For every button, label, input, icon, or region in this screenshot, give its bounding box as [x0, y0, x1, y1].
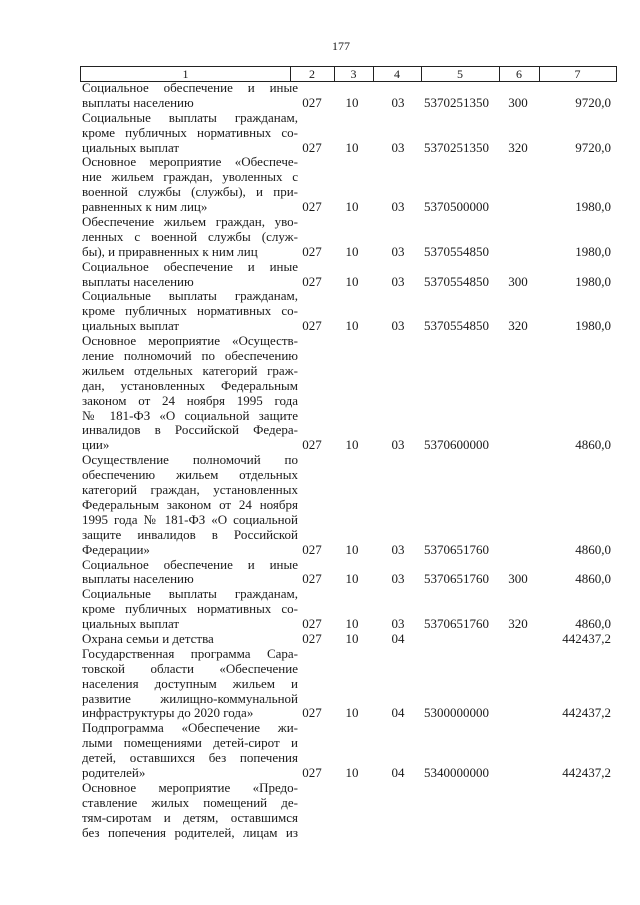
header-col-5: 5	[421, 67, 500, 81]
table-row	[0, 647, 640, 721]
cell-col-4: 03	[391, 616, 405, 632]
description-line: Охрана семьи и детства	[82, 631, 214, 646]
table-row	[0, 632, 640, 647]
cell-col-4: 04	[391, 630, 405, 646]
table-row	[0, 721, 640, 781]
row-description	[82, 289, 298, 334]
description-line: Социальные выплаты гражданам,	[82, 289, 298, 304]
row-description	[82, 721, 298, 781]
cell-col-2: 027	[302, 705, 322, 721]
description-line: бы), и приравненных к ним лиц	[82, 244, 258, 259]
description-line: Социальное обеспечение и иные	[82, 259, 298, 274]
row-description	[82, 334, 298, 453]
description-line: ленных с военной службы (служ-	[82, 229, 298, 244]
cell-col-4: 04	[391, 705, 405, 721]
cell-col-2: 027	[302, 318, 322, 334]
cell-col-5: 5370251350	[424, 139, 489, 155]
description-line: циальных выплат	[82, 140, 180, 155]
description-line: законом от 24 ноября 1995 года	[82, 393, 298, 408]
cell-col-7: 4860,0	[575, 437, 611, 453]
cell-col-5: 5370554850	[424, 318, 489, 334]
row-description	[82, 453, 298, 557]
cell-col-5: 5370251350	[424, 94, 489, 110]
cell-col-4: 03	[391, 94, 405, 110]
cell-col-7: 1980,0	[575, 318, 611, 334]
header-col-4: 4	[373, 67, 422, 81]
description-line: обеспечению жильем отдельных	[82, 468, 298, 483]
table-row	[0, 260, 640, 290]
cell-col-3: 10	[345, 273, 359, 289]
cell-col-5: 5370554850	[424, 273, 489, 289]
description-line: выплаты населению	[82, 572, 194, 587]
cell-col-7: 9720,0	[575, 94, 611, 110]
cell-col-2: 027	[302, 437, 322, 453]
cell-col-3: 10	[345, 616, 359, 632]
page-number: 177	[332, 39, 350, 53]
description-line: категорий граждан, установленных	[82, 483, 298, 498]
description-line: Основное мероприятие «Осуществ-	[82, 334, 298, 349]
cell-col-2: 027	[302, 764, 322, 780]
cell-col-3: 10	[345, 630, 359, 646]
cell-col-7: 1980,0	[575, 199, 611, 215]
cell-col-3: 10	[345, 139, 359, 155]
row-description	[82, 647, 298, 721]
header-col-2: 2	[290, 67, 335, 81]
cell-col-7: 442437,2	[562, 705, 611, 721]
table-row	[0, 81, 640, 111]
cell-col-3: 10	[345, 437, 359, 453]
header-col-6: 6	[499, 67, 540, 81]
row-description	[82, 558, 298, 588]
cell-col-6: 300	[508, 94, 528, 110]
description-line: выплаты населению	[82, 95, 194, 110]
cell-col-3: 10	[345, 705, 359, 721]
cell-col-5: 5340000000	[424, 764, 489, 780]
description-line: Государственная программа Сара-	[82, 646, 298, 661]
cell-col-5: 5300000000	[424, 705, 489, 721]
cell-col-2: 027	[302, 616, 322, 632]
cell-col-5: 5370554850	[424, 243, 489, 259]
cell-col-5: 5370651760	[424, 541, 489, 557]
description-line: Социальное обеспечение и иные	[82, 81, 298, 95]
table-row	[0, 334, 640, 453]
header-col-7: 7	[574, 67, 581, 81]
description-line: Федеральным законом от 24 ноября	[82, 497, 298, 512]
description-line: Обеспечение жильем граждан, уво-	[82, 215, 298, 230]
cell-col-6: 300	[508, 571, 528, 587]
header-col-3: 3	[334, 67, 374, 81]
description-line: кроме публичных нормативных со-	[82, 602, 298, 617]
cell-col-3: 10	[345, 764, 359, 780]
description-line: 1995 года № 181-ФЗ «О социальной	[82, 512, 298, 527]
description-line: Федерации»	[82, 542, 150, 557]
description-line: кроме публичных нормативных со-	[82, 304, 298, 319]
cell-col-3: 10	[345, 571, 359, 587]
table-body	[0, 81, 640, 840]
cell-col-7: 442437,2	[562, 764, 611, 780]
cell-col-4: 03	[391, 273, 405, 289]
row-description	[82, 81, 298, 111]
cell-col-4: 03	[391, 139, 405, 155]
cell-col-4: 03	[391, 199, 405, 215]
cell-col-7: 1980,0	[575, 273, 611, 289]
cell-col-7: 4860,0	[575, 541, 611, 557]
header-col-1: 1	[81, 67, 291, 81]
description-line: инвалидов в Российской Федера-	[82, 423, 298, 438]
description-line: детей, оставшихся без попечения	[82, 751, 298, 766]
cell-col-7: 1980,0	[575, 243, 611, 259]
description-line: жильем отдельных категорий граж-	[82, 363, 298, 378]
description-line: инфраструктуры до 2020 года»	[82, 706, 254, 721]
cell-col-2: 027	[302, 273, 322, 289]
cell-col-3: 10	[345, 243, 359, 259]
table-row	[0, 558, 640, 588]
cell-col-2: 027	[302, 571, 322, 587]
row-description	[82, 632, 298, 647]
row-description	[82, 781, 298, 841]
description-line: дан, установленных Федеральным	[82, 378, 298, 393]
row-description	[82, 260, 298, 290]
description-line: ции»	[82, 438, 110, 453]
cell-col-7: 4860,0	[575, 571, 611, 587]
cell-col-5: 5370651760	[424, 571, 489, 587]
description-line: ставление жилых помещений де-	[82, 795, 298, 810]
description-line: защите инвалидов в Российской	[82, 527, 298, 542]
table-row	[0, 155, 640, 215]
description-line: Социальное обеспечение и иные	[82, 557, 298, 572]
description-line: Осуществление полномочий по	[82, 453, 298, 468]
cell-col-3: 10	[345, 199, 359, 215]
description-line: циальных выплат	[82, 617, 180, 632]
cell-col-5: 5370600000	[424, 437, 489, 453]
cell-col-2: 027	[302, 243, 322, 259]
description-line: равненных к ним лиц»	[82, 200, 208, 215]
cell-col-4: 03	[391, 318, 405, 334]
description-line: ние жильем граждан, уволенных с	[82, 170, 298, 185]
table-row	[0, 587, 640, 632]
description-line: Социальные выплаты гражданам,	[82, 587, 298, 602]
table-row	[0, 289, 640, 334]
row-description	[82, 587, 298, 632]
cell-col-2: 027	[302, 139, 322, 155]
cell-col-2: 027	[302, 94, 322, 110]
row-description	[82, 215, 298, 260]
table-row	[0, 111, 640, 156]
cell-col-6: 320	[508, 318, 528, 334]
description-line: Основное мероприятие «Предо-	[82, 780, 298, 795]
table-row	[0, 781, 640, 841]
cell-col-4: 04	[391, 764, 405, 780]
description-line: товской области «Обеспечение	[82, 661, 298, 676]
cell-col-5: 5370651760	[424, 616, 489, 632]
cell-col-3: 10	[345, 94, 359, 110]
table-row	[0, 453, 640, 557]
description-line: развитие жилищно-коммунальной	[82, 691, 298, 706]
description-line: военной службы (службы), и при-	[82, 185, 298, 200]
description-line: № 181-ФЗ «О социальной защите	[82, 408, 298, 423]
cell-col-3: 10	[345, 318, 359, 334]
cell-col-2: 027	[302, 541, 322, 557]
description-line: тям-сиротам и детям, оставшимся	[82, 810, 298, 825]
cell-col-7: 4860,0	[575, 616, 611, 632]
cell-col-7: 442437,2	[562, 630, 611, 646]
cell-col-2: 027	[302, 630, 322, 646]
cell-col-2: 027	[302, 199, 322, 215]
description-line: лыми помещениями детей-сирот и	[82, 736, 298, 751]
cell-col-4: 03	[391, 437, 405, 453]
table-row	[0, 215, 640, 260]
cell-col-7: 9720,0	[575, 139, 611, 155]
row-description	[82, 111, 298, 156]
description-line: Социальные выплаты гражданам,	[82, 110, 298, 125]
description-line: кроме публичных нормативных со-	[82, 125, 298, 140]
cell-col-4: 03	[391, 541, 405, 557]
description-line: родителей»	[82, 765, 146, 780]
table-header	[80, 66, 617, 82]
description-line: Основное мероприятие «Обеспече-	[82, 155, 298, 170]
cell-col-6: 320	[508, 616, 528, 632]
description-line: выплаты населению	[82, 274, 194, 289]
row-description	[82, 155, 298, 215]
cell-col-3: 10	[345, 541, 359, 557]
cell-col-4: 03	[391, 243, 405, 259]
description-line: ление полномочий по обеспечению	[82, 349, 298, 364]
cell-col-5: 5370500000	[424, 199, 489, 215]
cell-col-4: 03	[391, 571, 405, 587]
description-line: циальных выплат	[82, 319, 180, 334]
description-line: Подпрограмма «Обеспечение жи-	[82, 721, 298, 736]
cell-col-6: 320	[508, 139, 528, 155]
description-line: населения доступным жильем и	[82, 676, 298, 691]
cell-col-6: 300	[508, 273, 528, 289]
description-line: без попечения родителей, лицам из	[82, 825, 298, 840]
